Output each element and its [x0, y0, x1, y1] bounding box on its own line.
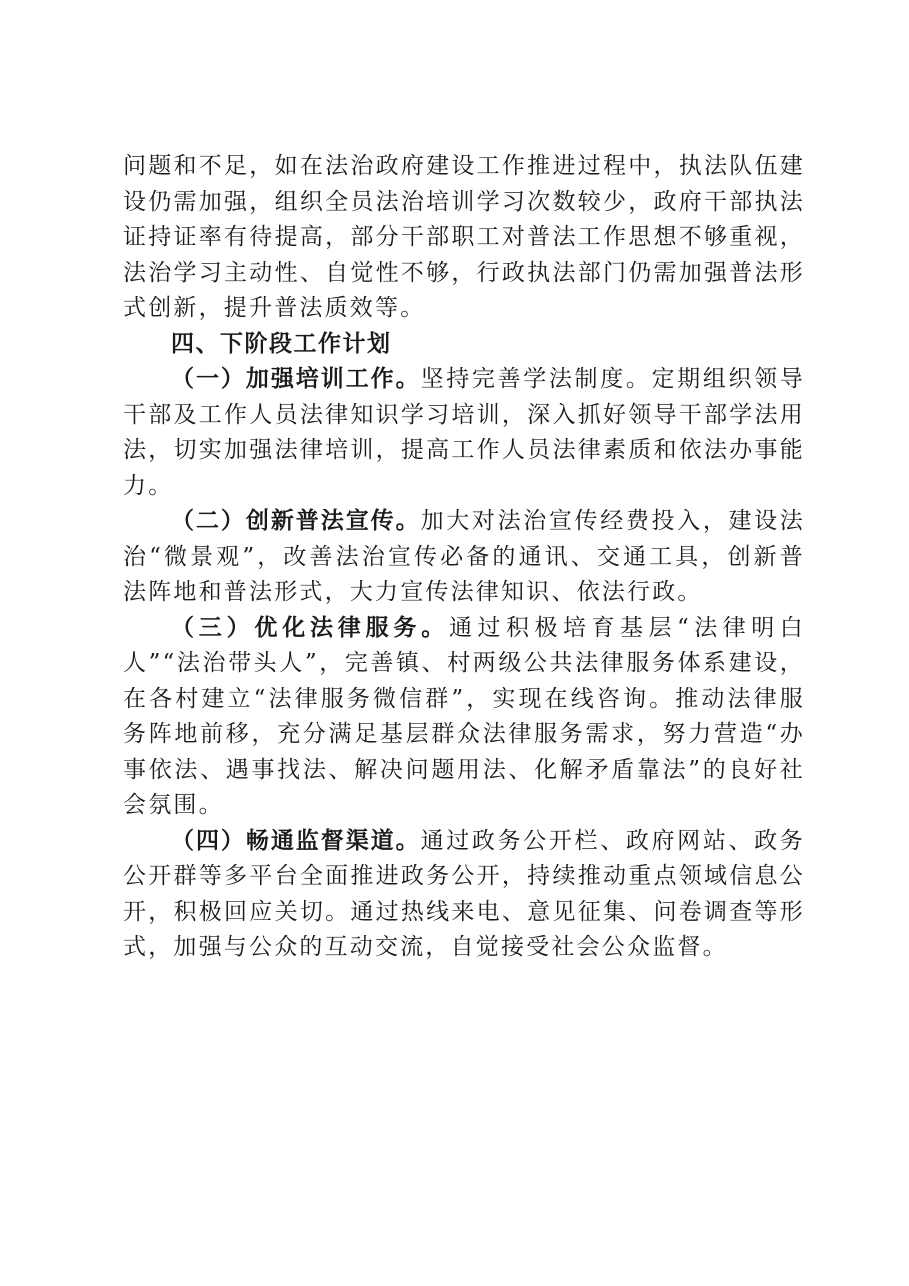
- plan-item-body: 加大对法治宣传经费投入，建设法治“微景观”，改善法治宣传必备的通讯、交通工具，创新普法阵地和普法形式，大力宣传法律知识、依法行政。: [123, 508, 806, 605]
- plan-item-body: 通过积极培育基层“法律明白人”“法治带头人”，完善镇、村两级公共法律服务体系建设，在各村建立“法律服务微信群”，实现在线咨询。推动法律服务阵地前移，充分满足基层群众法律服务需求，努力营造“办事依法、遇事找法、解决问题用法、化解矛盾靠法”的良好社会氛围。: [123, 614, 806, 818]
- plan-item-training: [123, 362, 805, 504]
- plan-item-body: 坚持完善学法制度。定期组织领导干部及工作人员法律知识学习培训，深入抓好领导干部学法用法，切实加强法律培训，提高工作人员法律素质和依法办事能力。: [123, 366, 806, 499]
- document-body: [123, 149, 805, 966]
- plan-item-supervision: [123, 824, 805, 966]
- plan-item-lead: （二）创新普法宣传。: [171, 508, 421, 534]
- plan-item-lead: （三）优化法律服务。: [171, 614, 450, 641]
- plan-item-publicity: [123, 504, 805, 611]
- plan-item-legal-service: [123, 611, 805, 824]
- plan-item-lead: （一）加强培训工作。: [171, 366, 421, 392]
- intro-paragraph: 问题和不足，如在法治政府建设工作推进过程中，执法队伍建设仍需加强，组织全员法治培训学习次数较少，政府干部执法证持证率有待提高，部分干部职工对普法工作思想不够重视，法治学习主动性、自觉性不够，行政执法部门仍需加强普法形式创新，提升普法质效等。: [123, 153, 805, 321]
- section-heading: 四、下阶段工作计划: [171, 330, 392, 357]
- plan-item-lead: （四）畅通监督渠道。: [171, 827, 421, 854]
- plan-item-body: 通过政务公开栏、政府网站、政务公开群等多平台全面推进政务公开，持续推动重点领域信息公开，积极回应关切。通过热线来电、意见征集、问卷调查等形式，加强与公众的互动交流，自觉接受社会公众监督。: [123, 827, 806, 960]
